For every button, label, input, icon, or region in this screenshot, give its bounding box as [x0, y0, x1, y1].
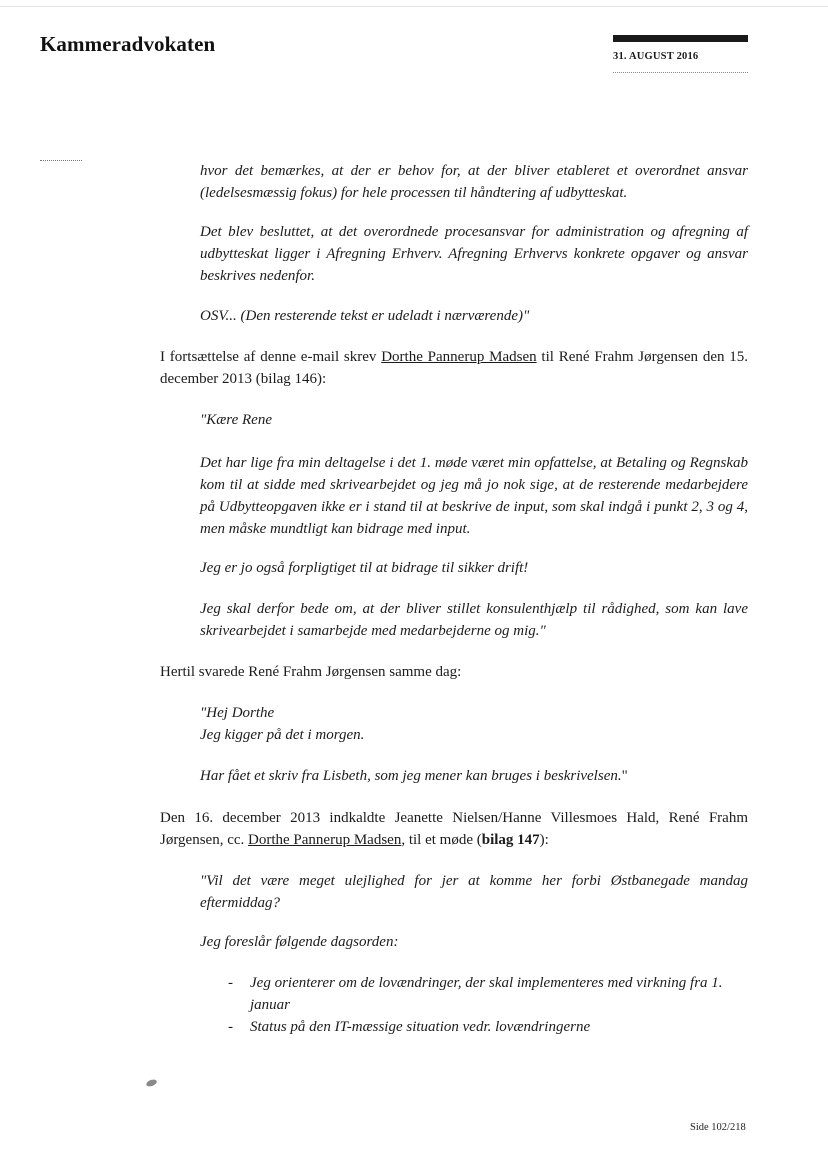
quote-paragraph-7-text: Har fået et skriv fra Lisbeth, som jeg mener kan bruges i beskrivelsen.	[200, 768, 622, 784]
agenda-list	[200, 972, 748, 1038]
body-paragraph-1	[160, 346, 748, 390]
body-paragraph-3-pre: Den 16. december 2013 indkaldte Jeanette Nielsen/Hanne Villesmoes Hald, René Frahm Jørgensen, cc.	[160, 810, 748, 848]
body-paragraph-1-post: til René Frahm Jørgensen den 15. december 2013 (bilag 146):	[160, 349, 749, 387]
quote-paragraph-6: Jeg skal derfor bede om, at der bliver stillet konsulenthjælp til rådighed, som kan lave skrivearbejdet i samarbejde med medarbejderne og mig."	[200, 601, 748, 639]
quote-paragraph-1: hvor det bemærkes, at der er behov for, at der bliver etableret et overordnet ansvar (ledelsesmæssig fokus) for hele processen til håndtering af udbytteskat.	[200, 163, 748, 201]
quote-paragraph-7	[200, 765, 748, 787]
quote-paragraph-4: Det har lige fra min deltagelse i det 1. møde været min opfattelse, at Betaling og Regnskab kom til at sidde med skrivearbejdet og jeg må jo nok sige, at de resterende medarbejdere på Udbytteopgaven ikke er i stand til at beskrive de input, som skal indgå i punkt 2, 3 og 4, men måske mundtligt kan bidrage med input.	[200, 455, 748, 537]
margin-dotted-mark	[40, 160, 82, 161]
agenda-bullet-dash: -	[228, 975, 233, 991]
quote-paragraph-8: "Vil det være meget ulejlighed for jer at komme her forbi Østbanegade mandag eftermiddag?	[200, 873, 748, 911]
body-paragraph-3	[160, 807, 748, 851]
person-link-dorthe: Dorthe Pannerup Madsen	[381, 349, 537, 365]
quote-paragraph-7-close: "	[621, 768, 628, 784]
body-paragraph-1-pre: I fortsættelse af denne e-mail skrev	[160, 349, 382, 365]
date-dotted-rule	[613, 72, 748, 73]
quote-reply-block	[200, 702, 748, 746]
quote-salutation: "Kære Rene	[200, 412, 272, 428]
agenda-bullet-dash: -	[228, 1019, 233, 1035]
scan-speck	[145, 1078, 157, 1087]
quote-reply-line-2: Jeg kigger på det i morgen.	[200, 727, 365, 743]
body-paragraph-2: Hertil svarede René Frahm Jørgensen samme dag:	[160, 664, 462, 680]
brand-title: Kammeradvokaten	[40, 32, 216, 56]
quote-paragraph-3: OSV... (Den resterende tekst er udeladt i nærværende)"	[200, 308, 530, 324]
header-date: 31. AUGUST 2016	[613, 51, 699, 62]
top-edge-rule	[0, 6, 828, 7]
body-paragraph-3-post: ):	[539, 832, 549, 848]
date-header-bar	[613, 35, 748, 42]
agenda-item	[200, 1016, 748, 1038]
bilag-reference: bilag 147	[481, 832, 540, 848]
agenda-item	[200, 972, 748, 1016]
agenda-item-text: Status på den IT-mæssige situation vedr. lovændringerne	[250, 1019, 591, 1035]
page-number: Side 102/218	[690, 1122, 746, 1133]
quote-paragraph-5: Jeg er jo også forpligtiget til at bidrage til sikker drift!	[200, 560, 529, 576]
quote-paragraph-2: Det blev besluttet, at det overordnede procesansvar for administration og afregning af udbytteskat ligger i Afregning Erhverv. Afregning Erhvervs konkrete opgaver og ansvar beskrives nedenfor.	[200, 224, 748, 284]
quote-paragraph-9: Jeg foreslår følgende dagsorden:	[200, 934, 399, 950]
quote-reply-line-1: "Hej Dorthe	[200, 705, 275, 721]
body-paragraph-3-mid: , til et møde (	[401, 832, 482, 848]
agenda-item-text: Jeg orienterer om de lovændringer, der skal implementeres med virkning fra 1. januar	[250, 975, 723, 1013]
person-link-dorthe-2: Dorthe Pannerup Madsen	[248, 832, 402, 848]
